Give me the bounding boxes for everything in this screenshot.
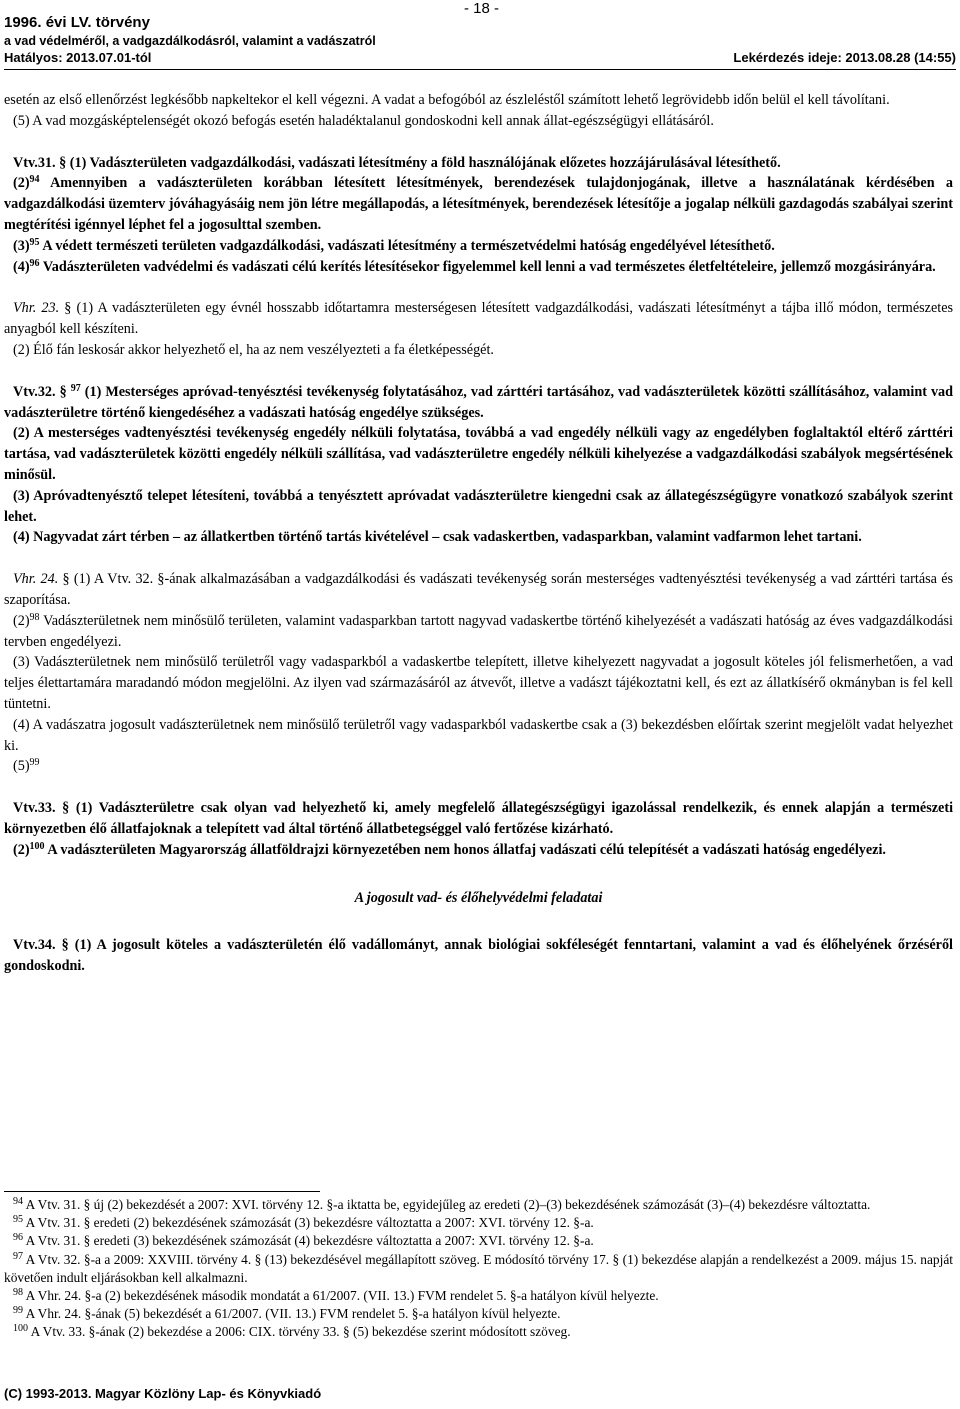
section-sign: § — [64, 300, 72, 317]
paragraph: esetén az első ellenőrzést legkésőbb napkeltekor el kell végezni. A vadat a befogóból az észleléstől számított lehető legrövidebb időn belül el kell távolítani. — [4, 92, 890, 108]
law-title: 1996. évi LV. törvény — [4, 14, 150, 31]
section-vtv32-p1: Vtv.32. § $^{97}$ (1) Mesterséges apróvad-tenyésztési tevékenység folytatásához, vad zárttéri tartásához, vad vadászterületek közötti szállításához, valamint vad vadászterületre történő kiengedéséhez a vadászati hatóság engedélye szükséges. — [4, 382, 954, 421]
section-vtv32-p2: (2) A mesterséges vadtenyésztési tevékenység engedély nélküli folytatása, továbbá a vad engedély nélküli vagy az engedélyben foglaltaktól eltérő zárttéri tartása, vad vadászterületek közötti engedély nélküli szállítása, vad vadászterületre engedély nélküli kihelyezése a vadgazdálkodási szabályok megsértésének minősül. — [4, 425, 953, 483]
section-vtv31-p4: $(4)^{96}$ Vadászterületen vadvédelmi és vadászati célú kerítés létesítésekor figyelemmel kell lenni a vad természetes életfeltételeire, jellemző mozgásirányára. — [13, 257, 936, 275]
footnote: $^{95}$ A Vtv. 31. § eredeti (2) bekezdésének számozását (3) bekezdésre változtatta a 2007: XVI. törvény 12. §-a. — [13, 1214, 594, 1231]
footnote-ref[interactable]: 100 — [29, 840, 45, 852]
footnote-ref[interactable]: 94 — [29, 174, 40, 186]
section-vhr24-p1: Vhr. 24. § (1) A Vtv. 32. §-ának alkalmazásában a vadgazdálkodási és vadászati tevékenység során mesterséges vadtenyésztési tevékenység a vad zárttéri tartása és szaporítása. — [4, 571, 954, 608]
footnote-ref[interactable]: 96 — [29, 257, 40, 269]
page-number: - 18 - — [464, 0, 500, 17]
section-label: Vhr. 24. — [13, 571, 59, 588]
page-header — [4, 0, 956, 70]
section-vhr24-p5: $(5)^{99}$ — [13, 757, 40, 775]
footnote: $^{99}$ A Vhr. 24. §-ának (5) bekezdését a 61/2007. (VII. 13.) FVM rendelet 5. §-a hatályon kívül helyezte. — [13, 1305, 561, 1322]
footnote-ref[interactable]: 97 — [70, 382, 81, 394]
section-vhr24-p2: $(2)^{98}$ Vadászterületnek nem minősülő területen, valamint vadasparkban tartott nagyvad vadaskertbe történő kihelyezését a vadászati hatóság az éves vadgazdálkodási tervben engedélyezi. — [4, 611, 954, 650]
section-label: Vtv.33. — [13, 800, 56, 817]
section-label: Vtv.32. — [13, 383, 56, 400]
effective-date: Hatályos: 2013.07.01-tól — [4, 50, 152, 65]
footnote-ref[interactable]: 99 — [29, 757, 40, 769]
footnote: $^{100}$ A Vtv. 33. §-ának (2) bekezdése a 2006: CIX. törvény 33. § (5) bekezdése szerint módosított szöveg. — [13, 1323, 571, 1340]
query-time: Lekérdezés ideje: 2013.08.28 (14:55) — [733, 50, 956, 65]
page-footer: (C) 1993-2013. Magyar Közlöny Lap- és Könyvkiadó — [4, 1386, 322, 1401]
section-label: Vtv.34. — [13, 937, 56, 954]
section-vtv31-p3: $(3)^{95}$ A védett természeti területen vadgazdálkodási, vadászati létesítmény a természetvédelmi hatóság engedélyével létesíthető. — [13, 236, 775, 254]
section-vtv34-p1: Vtv.34. § (1) A jogosult köteles a vadászterületén élő vadállományt, annak biológiai sokféleségét fenntartani, valamint a vad és élőhelyének őrzéséről gondoskodni. — [4, 937, 954, 975]
section-sign: § — [62, 571, 70, 588]
footnote-rule — [4, 1191, 320, 1192]
footnote-ref[interactable]: 98 — [29, 611, 40, 623]
section-label: Vhr. 23. — [13, 300, 60, 317]
section-vtv31-p1: Vtv.31. § (1) Vadászterületen vadgazdálkodási, vadászati létesítmény a föld használójának előzetes hozzájárulásával létesíthető. — [13, 154, 781, 171]
section-vtv32-p3: (3) Apróvadtenyésztő telepet létesíteni, továbbá a tenyésztett apróvadat vadászterületre kiengedni csak az állategészségügyre vonatkozó szabályok szerint lehet. — [4, 487, 953, 525]
section-sign: § — [59, 383, 67, 400]
section-vtv32-p4: (4) Nagyvadat zárt térben – az állatkertben történő tartás kivételével – csak vadaskertben, vadasparkban, valamint vadfarmon lehet tartani. — [13, 529, 862, 546]
footnote: $^{96}$ A Vtv. 31. § eredeti (3) bekezdésének számozását (4) bekezdésre változtatta a 2007: XVI. törvény 12. §-a. — [13, 1232, 594, 1249]
section-sign: § — [59, 154, 67, 171]
law-subtitle: a vad védelméről, a vadgazdálkodásról, valamint a vadászatról — [4, 34, 376, 48]
document-body — [4, 90, 953, 977]
section-vtv31-p2: $(2)^{94}$ Amennyiben a vadászterületen korábban létesített létesítmények, berendezések tulajdonjogának, illetve a használatának kérdésében a vadgazdálkodási üzemterv jóváhagyásáig nem jön létre megállapodás, a létesítmények, berendezések létesítője a jogalap nélküli gazdagodás szabályai szerint megtérítési igénnyel léphet fel a jogosulttal szemben. — [4, 174, 953, 233]
section-vtv33-p1: Vtv.33. § (1) Vadászterületre csak olyan vad helyezhető ki, amely megfelelő állategészségügyi igazolással rendelkezik, és ennek alapján a természeti környezetben élő állatfajoknak a telepített vad által történő állatbetegséggel való fertőzése kizárható. — [4, 800, 954, 837]
section-vtv33-p2: $(2)^{100}$ A vadászterületen Magyarország állatföldrajzi környezetében nem honos állatfaj vadászati célú telepítését a vadászati hatóság engedélyezi. — [13, 840, 886, 858]
footnotes — [4, 1196, 953, 1342]
footnote: $^{98}$ A Vhr. 24. §-a (2) bekezdésének második mondatát a 61/2007. (VII. 13.) FVM rendelet 5. §-a hatályon kívül helyezte. — [13, 1287, 659, 1304]
section-vhr24-p4: (4) A vadászatra jogosult vadászterületnek nem minősülő területről vagy vadasparkból vadaskertbe csak a (3) bekezdésben előírtak szerint megjelölt vadat helyezhet ki. — [4, 716, 953, 754]
section-heading: A jogosult vad- és élőhelyvédelmi feladatai — [354, 889, 603, 906]
section-sign: § — [61, 937, 69, 954]
footnote: $^{97}$ A Vtv. 32. §-a a 2009: XXVIII. törvény 4. § (13) bekezdésével megállapított szöveg. E módosító törvény 17. § (1) bekezdése alapján a rendelkezést a 2009. május 15. napját követően indult eljárásokban kell alkalmazni. — [4, 1250, 953, 1285]
paragraph: (5) A vad mozgásképtelenségét okozó befogás esetén haladéktalanul gondoskodni kell annak állat-egészségügyi ellátásáról. — [13, 112, 714, 129]
section-vhr24-p3: (3) Vadászterületnek nem minősülő területről vagy vadasparkból a vadaskertbe telepített, illetve kihelyezett nagyvadat a jogosult köteles jól felismerhetően, a vad teljes élettartamára maradandó módon megjelölni. Az ilyen vad származásáról az átvevőt, illetve a vadászt tájékoztatni kell, és ezt az állatkísérő okmányban is fel kell tüntetni. — [4, 654, 953, 712]
section-vhr23-p2: (2) Élő fán leskosár akkor helyezhető el, ha az nem veszélyezteti a fa életképességét. — [13, 341, 494, 358]
header-rule — [4, 69, 956, 70]
footnote: $^{94}$ A Vtv. 31. § új (2) bekezdését a 2007: XVI. törvény 12. §-a iktatta be, egyidejűleg az eredeti (2)–(3) bekezdésének számozását (3)–(4) bekezdésre változtatta. — [13, 1196, 871, 1212]
section-vhr23-p1: Vhr. 23. § (1) A vadászterületen egy évnél hosszabb időtartamra mesterségesen létesített vadgazdálkodási, vadászati létesítményt a tájba illő módon, természetes anyagból kell készíteni. — [4, 300, 954, 338]
section-label: Vtv.31. — [13, 154, 56, 171]
section-sign: § — [62, 800, 70, 817]
footnote-ref[interactable]: 95 — [29, 236, 40, 248]
